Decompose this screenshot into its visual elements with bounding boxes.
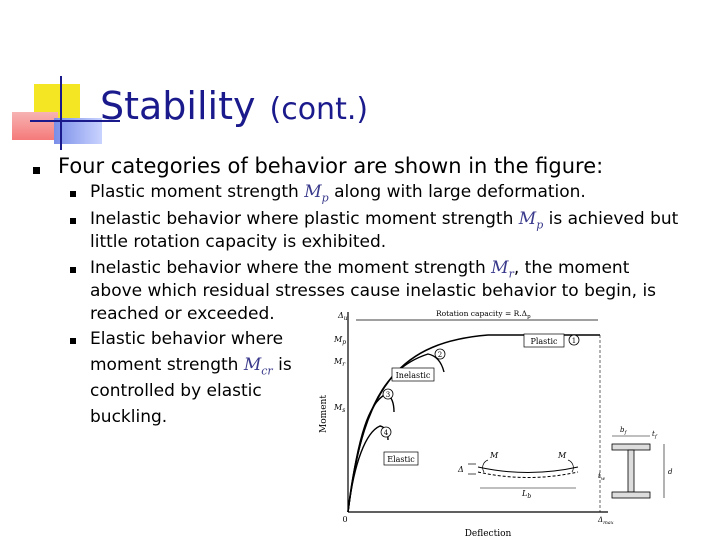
marker-4 <box>381 427 391 437</box>
inelastic-label-box <box>392 368 434 381</box>
svg-text:tf: $t_f$ <box>652 430 657 440</box>
sub-bullet-marker <box>70 267 76 273</box>
svg-text:d: d <box>668 468 673 476</box>
sub-bullet-2-line2: little rotation capacity is exhibited. <box>90 232 387 252</box>
main-bullet-text: Four categories of behavior are shown in the figure: <box>58 154 604 178</box>
delta-p-label: $\Delta_{max}$ <box>598 516 614 526</box>
rotation-capacity-label: Rotation capacity = $R.\Delta_p$ <box>436 309 531 320</box>
svg-text:tw: $t_w$ <box>598 472 606 482</box>
page-title: Stability (cont.) <box>100 84 369 128</box>
bullet-marker <box>33 167 40 174</box>
i-section-sketch <box>598 426 673 498</box>
sub-bullet-4-line2: moment strength $M_{cr}$ is <box>90 355 292 378</box>
sub-bullet-1: Plastic moment strength $M_p$ along with large deformation. <box>90 182 586 205</box>
svg-text:2: 2 <box>437 351 443 359</box>
svg-text:Plastic: Plastic <box>530 337 558 346</box>
svg-text:4: 4 <box>383 429 389 437</box>
plastic-label-box <box>524 334 564 347</box>
marker-3 <box>383 389 393 399</box>
svg-text:Δ: Δ <box>458 465 464 474</box>
logo-pink-block <box>12 112 58 140</box>
mr-tick-label: $M_r$ <box>334 357 346 368</box>
sub-bullet-4: Elastic behavior where <box>90 329 284 349</box>
sub-bullet-marker <box>70 191 76 197</box>
sub-bullet-marker <box>70 338 76 344</box>
x-axis-label: Deflection <box>464 529 512 539</box>
elastic-label-box <box>384 452 418 465</box>
sub-bullet-3-line2: above which residual stresses cause inelastic behavior to begin, is <box>90 281 657 301</box>
plastic-curve <box>348 335 600 512</box>
sub-bullet-2: Inelastic behavior where plastic moment strength $M_p$ is achieved but <box>90 209 679 232</box>
svg-text:M: M <box>558 451 567 460</box>
sub-bullet-3: Inelastic behavior where the moment strength $M_r$, the moment <box>90 258 630 281</box>
delta-u-label: $\Delta_u$ <box>338 311 348 322</box>
sub-bullet-4-line4: buckling. <box>90 407 168 427</box>
sub-bullet-4-line3: controlled by elastic <box>90 381 262 401</box>
sub-bullet-marker <box>70 218 76 224</box>
mp-tick-label: $M_p$ <box>334 335 347 346</box>
sub-bullet-3-line3: reached or exceeded. <box>90 304 275 324</box>
svg-text:Inelastic: Inelastic <box>395 371 431 380</box>
svg-text:bf: $b_f$ <box>620 426 627 436</box>
beam-sketch <box>457 451 578 500</box>
marker-1 <box>569 335 579 345</box>
logo-vertical-line <box>60 76 62 150</box>
marker-2 <box>435 349 445 359</box>
svg-text:3: 3 <box>385 391 391 399</box>
ms-tick-label: $M_s$ <box>334 403 346 414</box>
y-axis-label: Moment <box>319 395 329 433</box>
svg-text:M: M <box>490 451 499 460</box>
svg-text:Lb: $L_b$ <box>522 489 532 500</box>
moment-deflection-figure <box>308 302 718 540</box>
svg-text:Elastic: Elastic <box>387 455 415 464</box>
svg-text:1: 1 <box>571 337 577 345</box>
origin-label: 0 <box>342 515 348 524</box>
